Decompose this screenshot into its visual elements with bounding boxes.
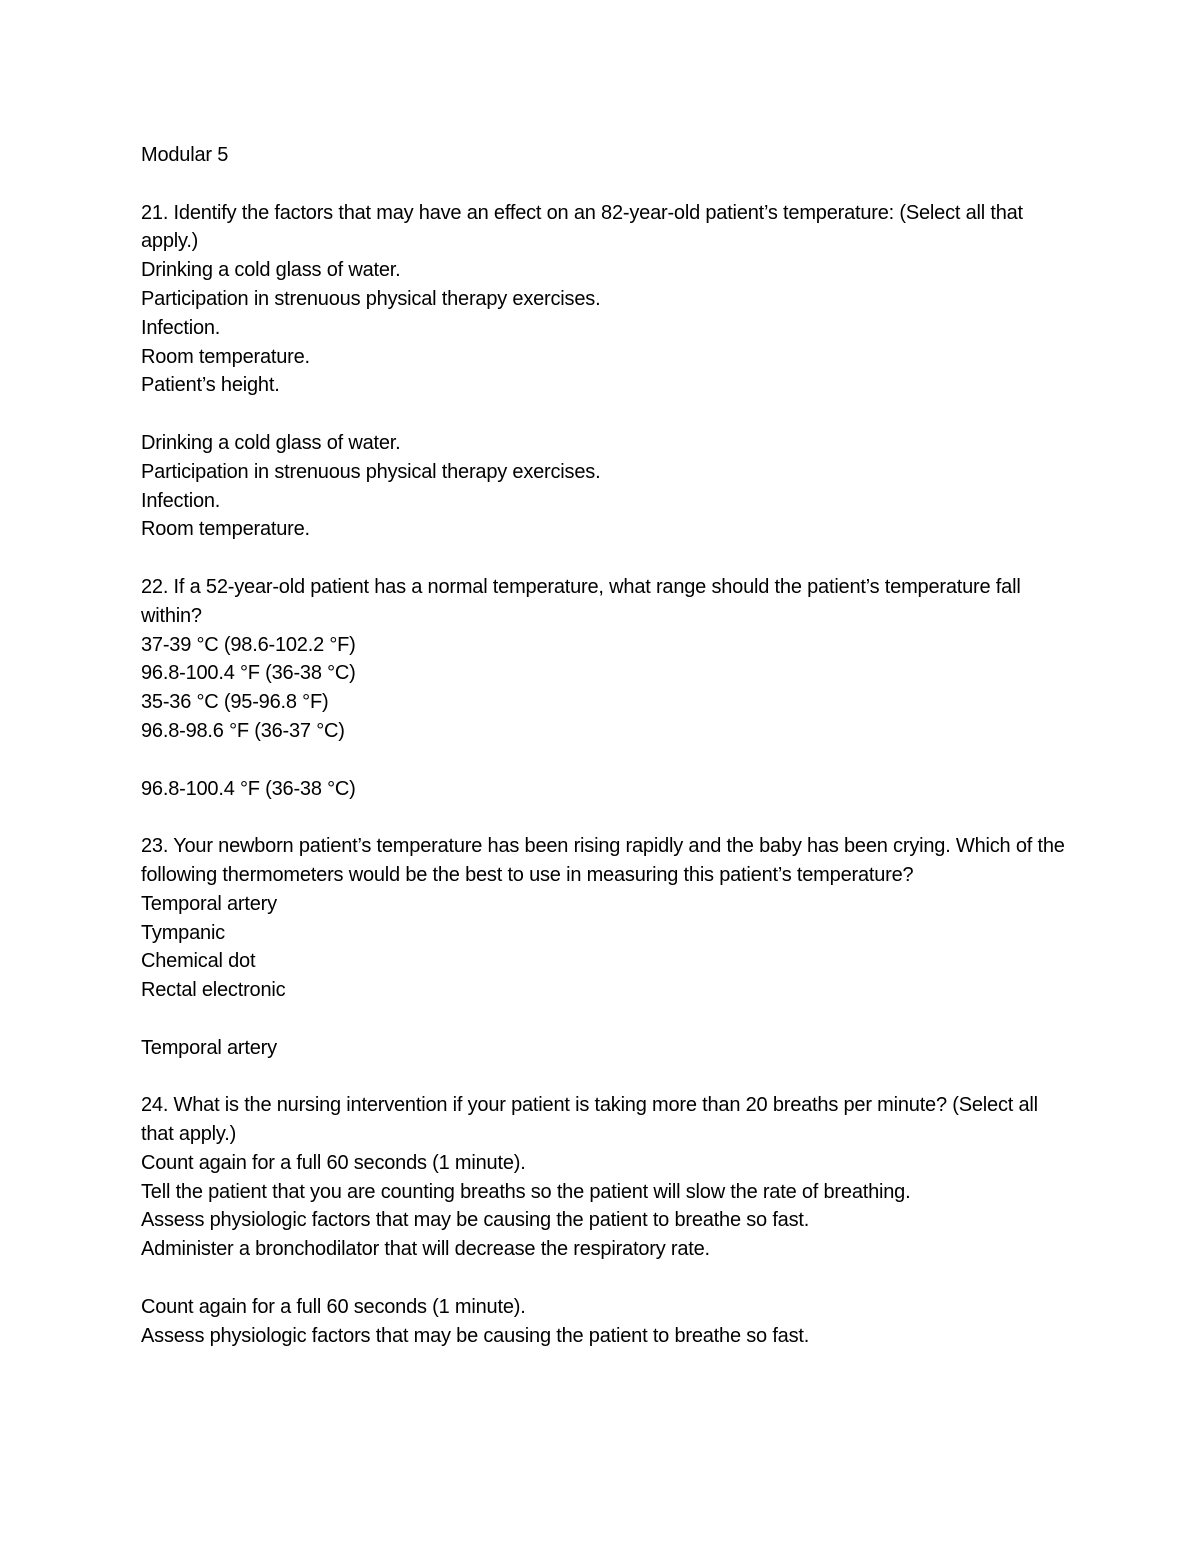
- option-item: Tell the patient that you are counting breaths so the patient will slow the rate of breathing.: [141, 1180, 911, 1203]
- spacer: [141, 1063, 1071, 1092]
- option-item: Drinking a cold glass of water.: [141, 259, 401, 282]
- spacer: [141, 1264, 1071, 1293]
- answer-item: 96.8-100.4 °F (36-38 °C): [141, 777, 356, 800]
- spacer: [141, 400, 1071, 429]
- option-item: Patient’s height.: [141, 374, 280, 397]
- question-21: [141, 199, 1071, 545]
- option-item: Administer a bronchodilator that will decrease the respiratory rate.: [141, 1238, 710, 1261]
- option-item: Chemical dot: [141, 950, 256, 973]
- option-item: Participation in strenuous physical therapy exercises.: [141, 287, 601, 310]
- answer-item: Temporal artery: [141, 1036, 277, 1059]
- question-stem: 21. Identify the factors that may have an effect on an 82-year-old patient’s temperature: (Select all that apply.): [141, 201, 1029, 253]
- answer-item: Participation in strenuous physical therapy exercises.: [141, 460, 601, 483]
- option-item: Assess physiologic factors that may be causing the patient to breathe so fast.: [141, 1209, 810, 1232]
- document-body: [141, 141, 1071, 1350]
- answer-item: Count again for a full 60 seconds (1 minute).: [141, 1295, 526, 1318]
- option-item: Rectal electronic: [141, 979, 286, 1002]
- option-item: 35-36 °C (95-96.8 °F): [141, 691, 329, 714]
- spacer: [141, 170, 1071, 199]
- answer-item: Drinking a cold glass of water.: [141, 431, 401, 454]
- option-item: Count again for a full 60 seconds (1 minute).: [141, 1151, 526, 1174]
- answer-item: Room temperature.: [141, 518, 310, 541]
- spacer: [141, 746, 1071, 775]
- question-22: [141, 573, 1071, 803]
- document-title: Modular 5: [141, 144, 229, 166]
- question-stem: 22. If a 52-year-old patient has a normal temperature, what range should the patient’s temperature fall within?: [141, 575, 1026, 627]
- question-23: [141, 832, 1071, 1062]
- question-stem: 23. Your newborn patient’s temperature has been rising rapidly and the baby has been crying. Which of the following thermometers would be the best to use in measuring this patient’s temperature?: [141, 835, 1071, 886]
- spacer: [141, 1005, 1071, 1034]
- answer-item: Infection.: [141, 489, 221, 512]
- spacer: [141, 544, 1071, 573]
- option-item: 96.8-100.4 °F (36-38 °C): [141, 662, 356, 685]
- option-item: 96.8-98.6 °F (36-37 °C): [141, 719, 345, 742]
- option-item: Infection.: [141, 316, 221, 339]
- option-item: Room temperature.: [141, 345, 310, 368]
- question-stem: 24. What is the nursing intervention if your patient is taking more than 20 breaths per minute? (Select all that apply.): [141, 1094, 1044, 1146]
- answer-item: Assess physiologic factors that may be causing the patient to breathe so fast.: [141, 1324, 810, 1347]
- option-item: 37-39 °C (98.6-102.2 °F): [141, 633, 356, 656]
- question-24: [141, 1091, 1071, 1350]
- option-item: Temporal artery: [141, 892, 277, 915]
- option-item: Tympanic: [141, 921, 225, 944]
- spacer: [141, 803, 1071, 832]
